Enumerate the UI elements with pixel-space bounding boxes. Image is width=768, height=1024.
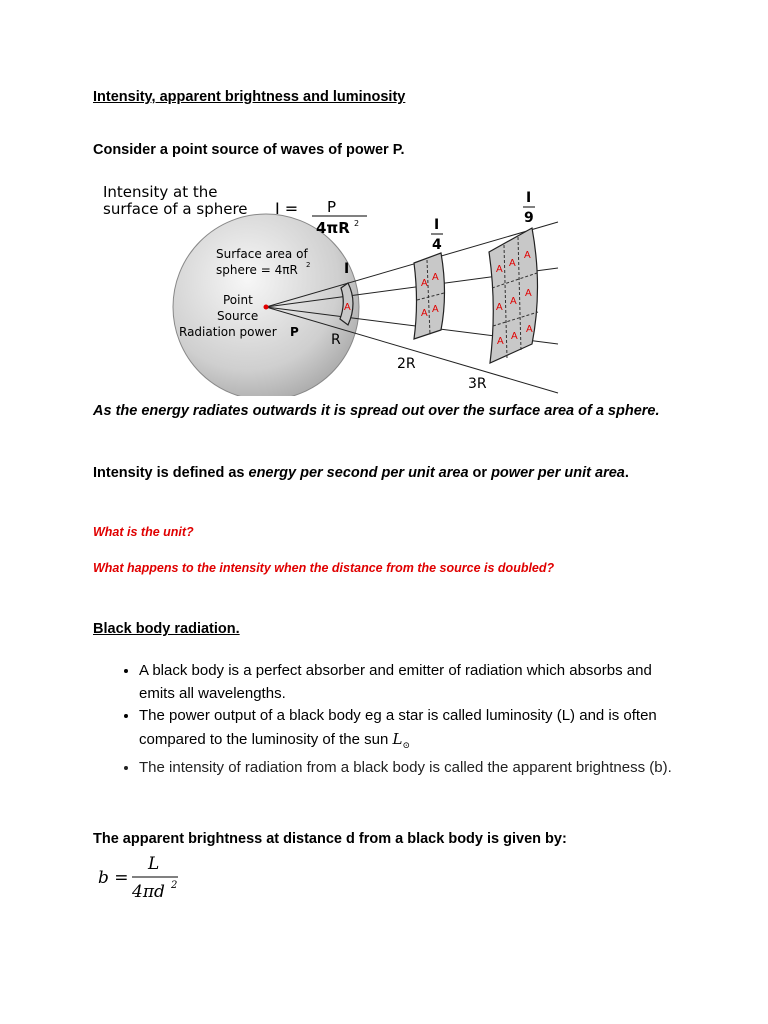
label-i-over-9-den: 9 <box>524 210 534 226</box>
formula-den-sup: 2 <box>171 880 178 891</box>
area-label: A <box>496 264 503 275</box>
area-label: A <box>526 324 533 335</box>
formula-numerator: L <box>148 854 160 874</box>
equation-denominator: 4πR <box>316 219 350 237</box>
area-label: A <box>525 288 532 299</box>
source-label: Source <box>217 309 259 323</box>
intensity-diagram <box>96 176 566 396</box>
area-label: A <box>524 250 531 261</box>
area-label: A <box>496 302 503 313</box>
sun-luminosity-symbol: $L_⊙$ <box>392 729 410 751</box>
formula-denominator: 4πd <box>132 882 165 902</box>
section-title-black-body: Black body radiation. <box>93 621 240 637</box>
surface-area-line1: Surface area of <box>216 247 308 261</box>
area-label: A <box>510 296 517 307</box>
brightness-statement: The apparent brightness at distance d from a black body is given by: <box>93 831 567 847</box>
area-label: A <box>509 258 516 269</box>
question-distance: What happens to the intensity when the distance from the source is doubled? <box>93 561 555 575</box>
intro-text: Consider a point source of waves of power P. <box>93 142 405 158</box>
diagram-heading-line1: Intensity at the <box>103 183 218 201</box>
label-3r: 3R <box>468 376 487 392</box>
label-i: I <box>344 261 350 277</box>
list-item: • A black body is a perfect absorber and emitter of radiation which absorbs and emits all wavelengths. <box>139 660 679 705</box>
equation-i: I = <box>275 199 299 218</box>
black-body-list <box>111 660 679 780</box>
equation-den-sup: 2 <box>354 219 360 228</box>
area-label: A <box>344 302 351 313</box>
area-label: A <box>432 272 439 283</box>
area-label: A <box>432 304 439 315</box>
surface-area-sup: 2 <box>306 261 311 269</box>
point-source-dot <box>264 305 269 310</box>
label-i-over-4-num: I <box>434 217 440 233</box>
question-unit: What is the unit? <box>93 525 194 539</box>
area-label: A <box>421 278 428 289</box>
surface-area-line2: sphere = 4πR <box>216 263 298 277</box>
radiation-power-p: P <box>290 325 299 339</box>
label-2r: 2R <box>397 356 416 372</box>
point-label: Point <box>223 293 253 307</box>
list-item: • The power output of a black body eg a star is called luminosity (L) and is often compared to the luminosity of the sun $L_⊙$ <box>139 705 679 757</box>
label-i-over-4-den: 4 <box>432 237 442 253</box>
area-label: A <box>421 308 428 319</box>
radiation-power-label: Radiation power <box>179 325 277 339</box>
list-item: • The intensity of radiation from a black body is called the apparent brightness (b). <box>139 757 679 780</box>
energy-statement: As the energy radiates outwards it is spread out over the surface area of a sphere. <box>93 403 660 419</box>
brightness-formula <box>96 852 206 902</box>
area-label: A <box>497 336 504 347</box>
equation-numerator: P <box>327 198 337 216</box>
label-i-over-9-num: I <box>526 190 532 206</box>
intensity-definition: Intensity is defined as energy per second per unit area or power per unit area. <box>93 465 629 481</box>
label-r: R <box>331 332 341 348</box>
diagram-heading-line2: surface of a sphere <box>103 200 248 218</box>
page-title: Intensity, apparent brightness and luminosity <box>93 89 406 105</box>
formula-lhs: b = <box>98 868 129 888</box>
area-label: A <box>511 331 518 342</box>
